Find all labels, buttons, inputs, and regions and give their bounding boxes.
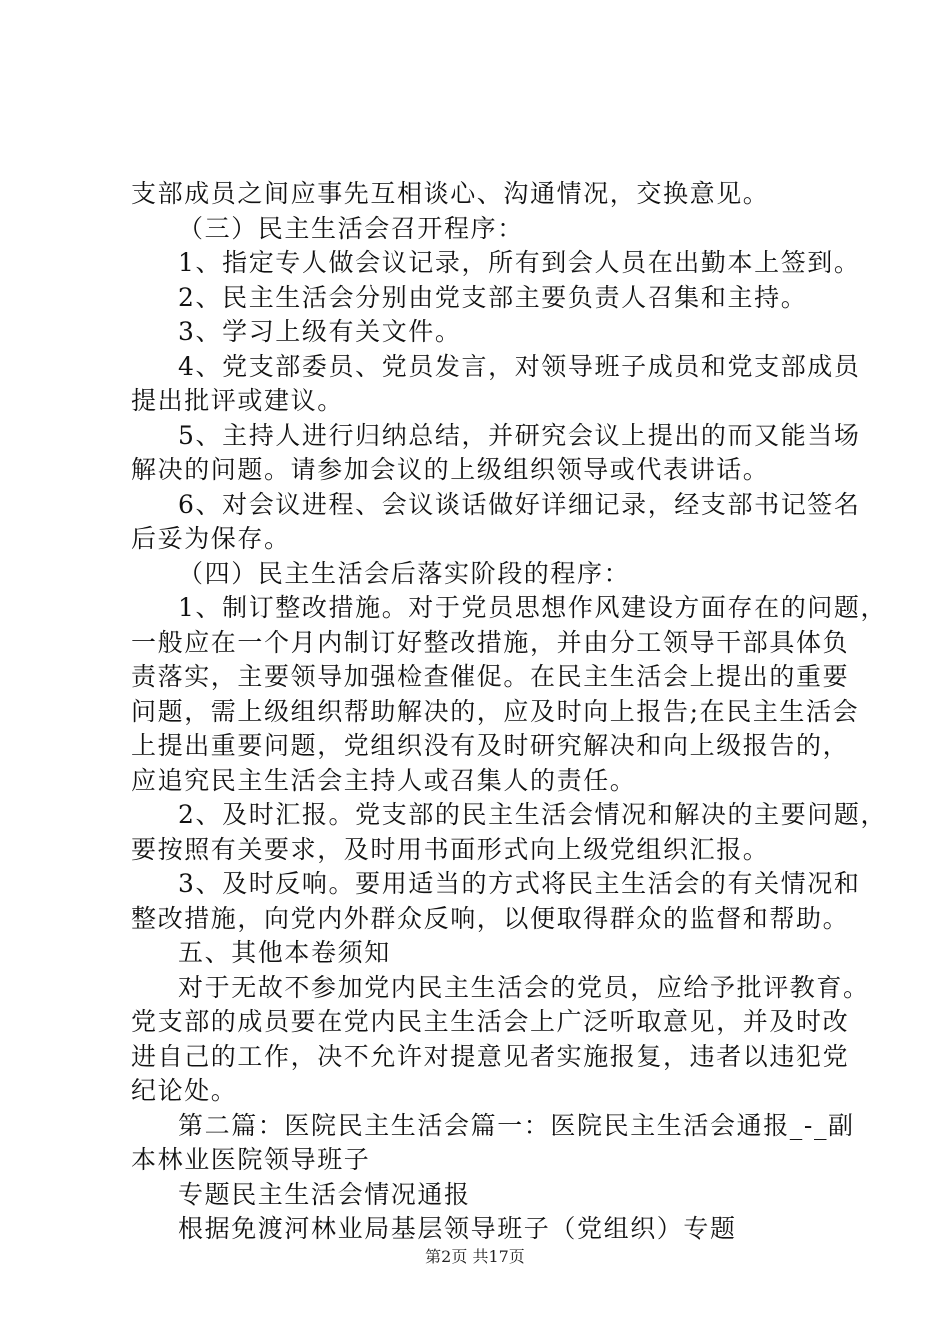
text-line: 3、学习上级有关文件。 bbox=[178, 317, 462, 346]
section-heading: （三）民主生活会召开程序： bbox=[178, 214, 524, 243]
text-line: 6、对会议进程、会议谈话做好详细记录，经支部书记签名 bbox=[178, 490, 861, 519]
text-line: 3、及时反响。要用适当的方式将民主生活会的有关情况和 bbox=[178, 869, 861, 898]
text-line: 1、指定专人做会议记录，所有到会人员在出勤本上签到。 bbox=[178, 248, 861, 277]
section-heading: 五、其他本卷须知 bbox=[178, 938, 391, 967]
text-line: 本林业医院领导班子 bbox=[131, 1145, 371, 1174]
text-line: 4、党支部委员、党员发言，对领导班子成员和党支部成员 bbox=[178, 352, 861, 381]
text-line: 2、民主生活会分别由党支部主要负责人召集和主持。 bbox=[178, 283, 808, 312]
text-line: 应追究民主生活会主持人或召集人的责任。 bbox=[131, 766, 637, 795]
text-line: 支部成员之间应事先互相谈心、沟通情况，交换意见。 bbox=[131, 179, 770, 208]
text-line: 解决的问题。请参加会议的上级组织领导或代表讲话。 bbox=[131, 455, 770, 484]
text-line: 上提出重要问题，党组织没有及时研究解决和向上级报告的， bbox=[131, 731, 850, 760]
text-line: 一般应在一个月内制订好整改措施，并由分工领导干部具体负 bbox=[131, 628, 850, 657]
section-heading: （四）民主生活会后落实阶段的程序： bbox=[178, 559, 631, 588]
text-line: 进自己的工作，决不允许对提意见者实施报复，违者以违犯党 bbox=[131, 1042, 850, 1071]
text-line: 5、主持人进行归纳总结，并研究会议上提出的而又能当场 bbox=[178, 421, 861, 450]
text-line: 后妥为保存。 bbox=[131, 524, 291, 553]
text-line: 2、及时汇报。党支部的民主生活会情况和解决的主要问题， bbox=[178, 800, 888, 829]
text-line: 纪论处。 bbox=[131, 1076, 238, 1105]
text-line: 1、制订整改措施。对于党员思想作风建设方面存在的问题， bbox=[178, 593, 888, 622]
text-line: 党支部的成员要在党内民主生活会上广泛听取意见，并及时改 bbox=[131, 1007, 850, 1036]
text-line: 根据免渡河林业局基层领导班子（党组织）专题 bbox=[178, 1214, 737, 1243]
text-line: 责落实，主要领导加强检查催促。在民主生活会上提出的重要 bbox=[131, 662, 850, 691]
text-line: 提出批评或建议。 bbox=[131, 386, 344, 415]
page-number-footer: 第2页 共17页 bbox=[425, 1247, 525, 1266]
text-line: 要按照有关要求，及时用书面形式向上级党组织汇报。 bbox=[131, 835, 770, 864]
text-line: 问题，需上级组织帮助解决的，应及时向上报告;在民主生活会 bbox=[131, 697, 860, 726]
text-line: 专题民主生活会情况通报 bbox=[178, 1180, 471, 1209]
chapter-heading: 第二篇：医院民主生活会篇一：医院民主生活会通报_-_副 bbox=[178, 1111, 855, 1140]
text-line: 整改措施，向党内外群众反响，以便取得群众的监督和帮助。 bbox=[131, 904, 850, 933]
text-line: 对于无故不参加党内民主生活会的党员，应给予批评教育。 bbox=[178, 973, 870, 1002]
